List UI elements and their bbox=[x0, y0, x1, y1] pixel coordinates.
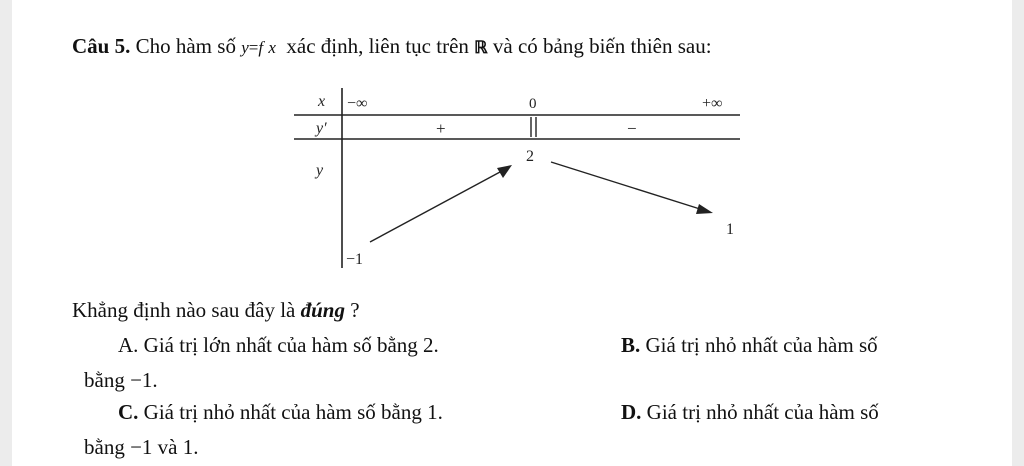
y-value-neg-one: −1 bbox=[346, 251, 364, 268]
sign-plus: + bbox=[436, 119, 446, 138]
question-text-before: Cho hàm số bbox=[135, 34, 236, 58]
option-d-text: Giá trị nhỏ nhất của hàm số bbox=[646, 400, 879, 424]
question-number: Câu 5. bbox=[72, 34, 131, 58]
option-b[interactable] bbox=[621, 333, 878, 358]
func-f: f bbox=[258, 38, 264, 57]
option-c[interactable] bbox=[118, 400, 443, 425]
x-value-zero: 0 bbox=[529, 96, 537, 112]
func-x: x bbox=[268, 38, 276, 57]
arrow-increasing bbox=[370, 172, 500, 242]
func-y: y bbox=[241, 38, 249, 57]
question-text-middle: xác định, liên tục trên bbox=[286, 34, 469, 58]
y-value-one: 1 bbox=[726, 221, 734, 238]
arrowhead-decreasing bbox=[696, 204, 713, 214]
option-a-letter: A. bbox=[118, 333, 139, 357]
option-a[interactable] bbox=[118, 333, 439, 358]
row-label-dy: y′ bbox=[316, 120, 327, 137]
row-label-x: x bbox=[318, 93, 326, 110]
option-d-continuation bbox=[84, 435, 199, 460]
option-b-continuation bbox=[84, 368, 158, 393]
prompt-text: Khẳng định nào sau đây là bbox=[72, 298, 296, 322]
option-a-text: Giá trị lớn nhất của hàm số bằng 2. bbox=[143, 333, 439, 357]
question-text-after: và có bảng biến thiên sau: bbox=[492, 34, 712, 58]
arrowhead-increasing bbox=[497, 165, 512, 178]
option-d-letter: D. bbox=[621, 400, 642, 424]
prompt-emphasis: đúng bbox=[300, 298, 345, 322]
option-d[interactable] bbox=[621, 400, 879, 425]
option-b-text: Giá trị nhỏ nhất của hàm số bbox=[645, 333, 878, 357]
row-label-y: y bbox=[316, 162, 324, 179]
x-value-pos-inf: +∞ bbox=[702, 95, 723, 112]
option-c-letter: C. bbox=[118, 400, 139, 424]
prompt-mark: ? bbox=[350, 298, 360, 322]
y-value-two: 2 bbox=[526, 148, 534, 165]
real-set-symbol: ℝ bbox=[474, 38, 488, 57]
func-eq: = bbox=[248, 38, 259, 57]
sign-minus: − bbox=[627, 119, 637, 138]
x-value-neg-inf: −∞ bbox=[347, 95, 368, 112]
question-prompt bbox=[72, 298, 360, 323]
option-b-cont: bằng −1. bbox=[84, 368, 158, 392]
option-b-letter: B. bbox=[621, 333, 641, 357]
option-d-cont: bằng −1 và 1. bbox=[84, 435, 199, 459]
option-c-text: Giá trị nhỏ nhất của hàm số bằng 1. bbox=[143, 400, 443, 424]
arrow-decreasing bbox=[551, 162, 700, 209]
